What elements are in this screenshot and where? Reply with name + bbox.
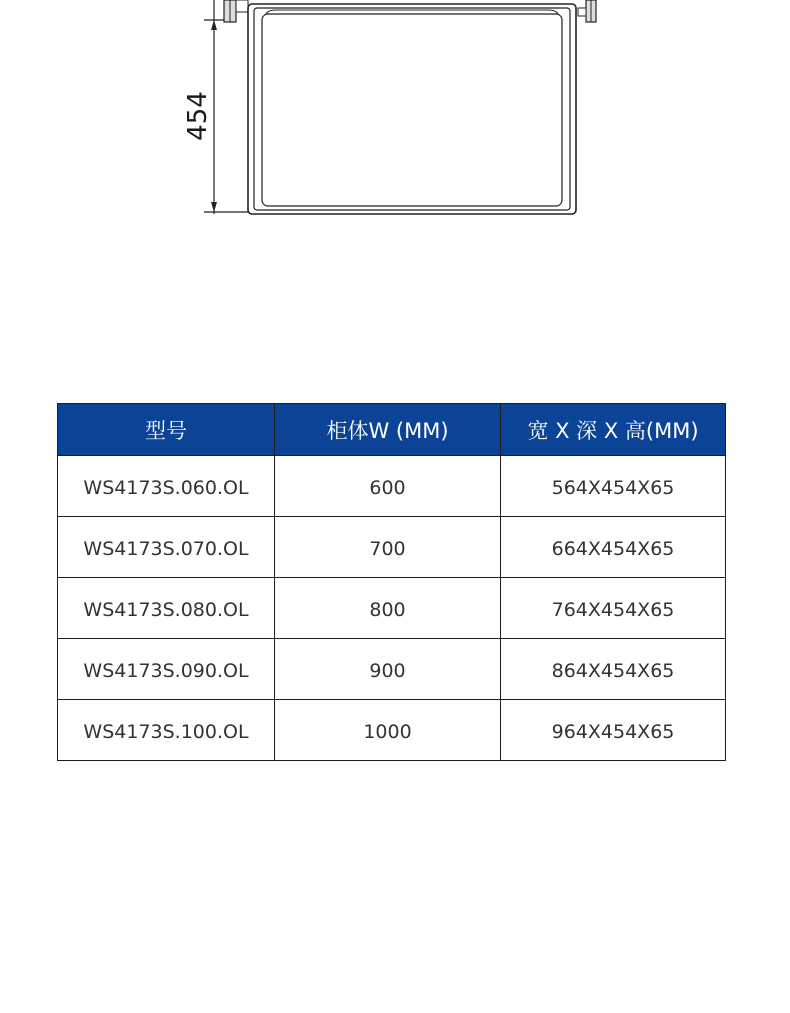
specification-table bbox=[57, 403, 726, 761]
table-row bbox=[58, 700, 726, 761]
cell-dimensions: 664X454X65 bbox=[501, 517, 726, 578]
right-runner bbox=[578, 0, 596, 22]
cell-cabinet-width: 600 bbox=[275, 456, 501, 517]
cell-dimensions: 864X454X65 bbox=[501, 639, 726, 700]
table-row bbox=[58, 639, 726, 700]
cell-model: WS4173S.100.OL bbox=[58, 700, 275, 761]
table-header-row bbox=[58, 404, 726, 456]
cell-model: WS4173S.080.OL bbox=[58, 578, 275, 639]
cell-model: WS4173S.060.OL bbox=[58, 456, 275, 517]
depth-dimension bbox=[183, 0, 248, 214]
cell-model: WS4173S.070.OL bbox=[58, 517, 275, 578]
table-row bbox=[58, 456, 726, 517]
header-model: 型号 bbox=[58, 404, 275, 456]
left-runner bbox=[224, 0, 248, 22]
drawer-tray bbox=[248, 4, 576, 214]
drawer-technical-drawing bbox=[0, 0, 790, 240]
table-row bbox=[58, 578, 726, 639]
header-dimensions: 宽 X 深 X 高(MM) bbox=[501, 404, 726, 456]
cell-cabinet-width: 700 bbox=[275, 517, 501, 578]
cell-dimensions: 564X454X65 bbox=[501, 456, 726, 517]
depth-dimension-label: 454 bbox=[183, 91, 213, 141]
header-cabinet-width: 柜体W (MM) bbox=[275, 404, 501, 456]
cell-model: WS4173S.090.OL bbox=[58, 639, 275, 700]
cell-cabinet-width: 1000 bbox=[275, 700, 501, 761]
cell-cabinet-width: 800 bbox=[275, 578, 501, 639]
cell-cabinet-width: 900 bbox=[275, 639, 501, 700]
cell-dimensions: 764X454X65 bbox=[501, 578, 726, 639]
cell-dimensions: 964X454X65 bbox=[501, 700, 726, 761]
table-row bbox=[58, 517, 726, 578]
